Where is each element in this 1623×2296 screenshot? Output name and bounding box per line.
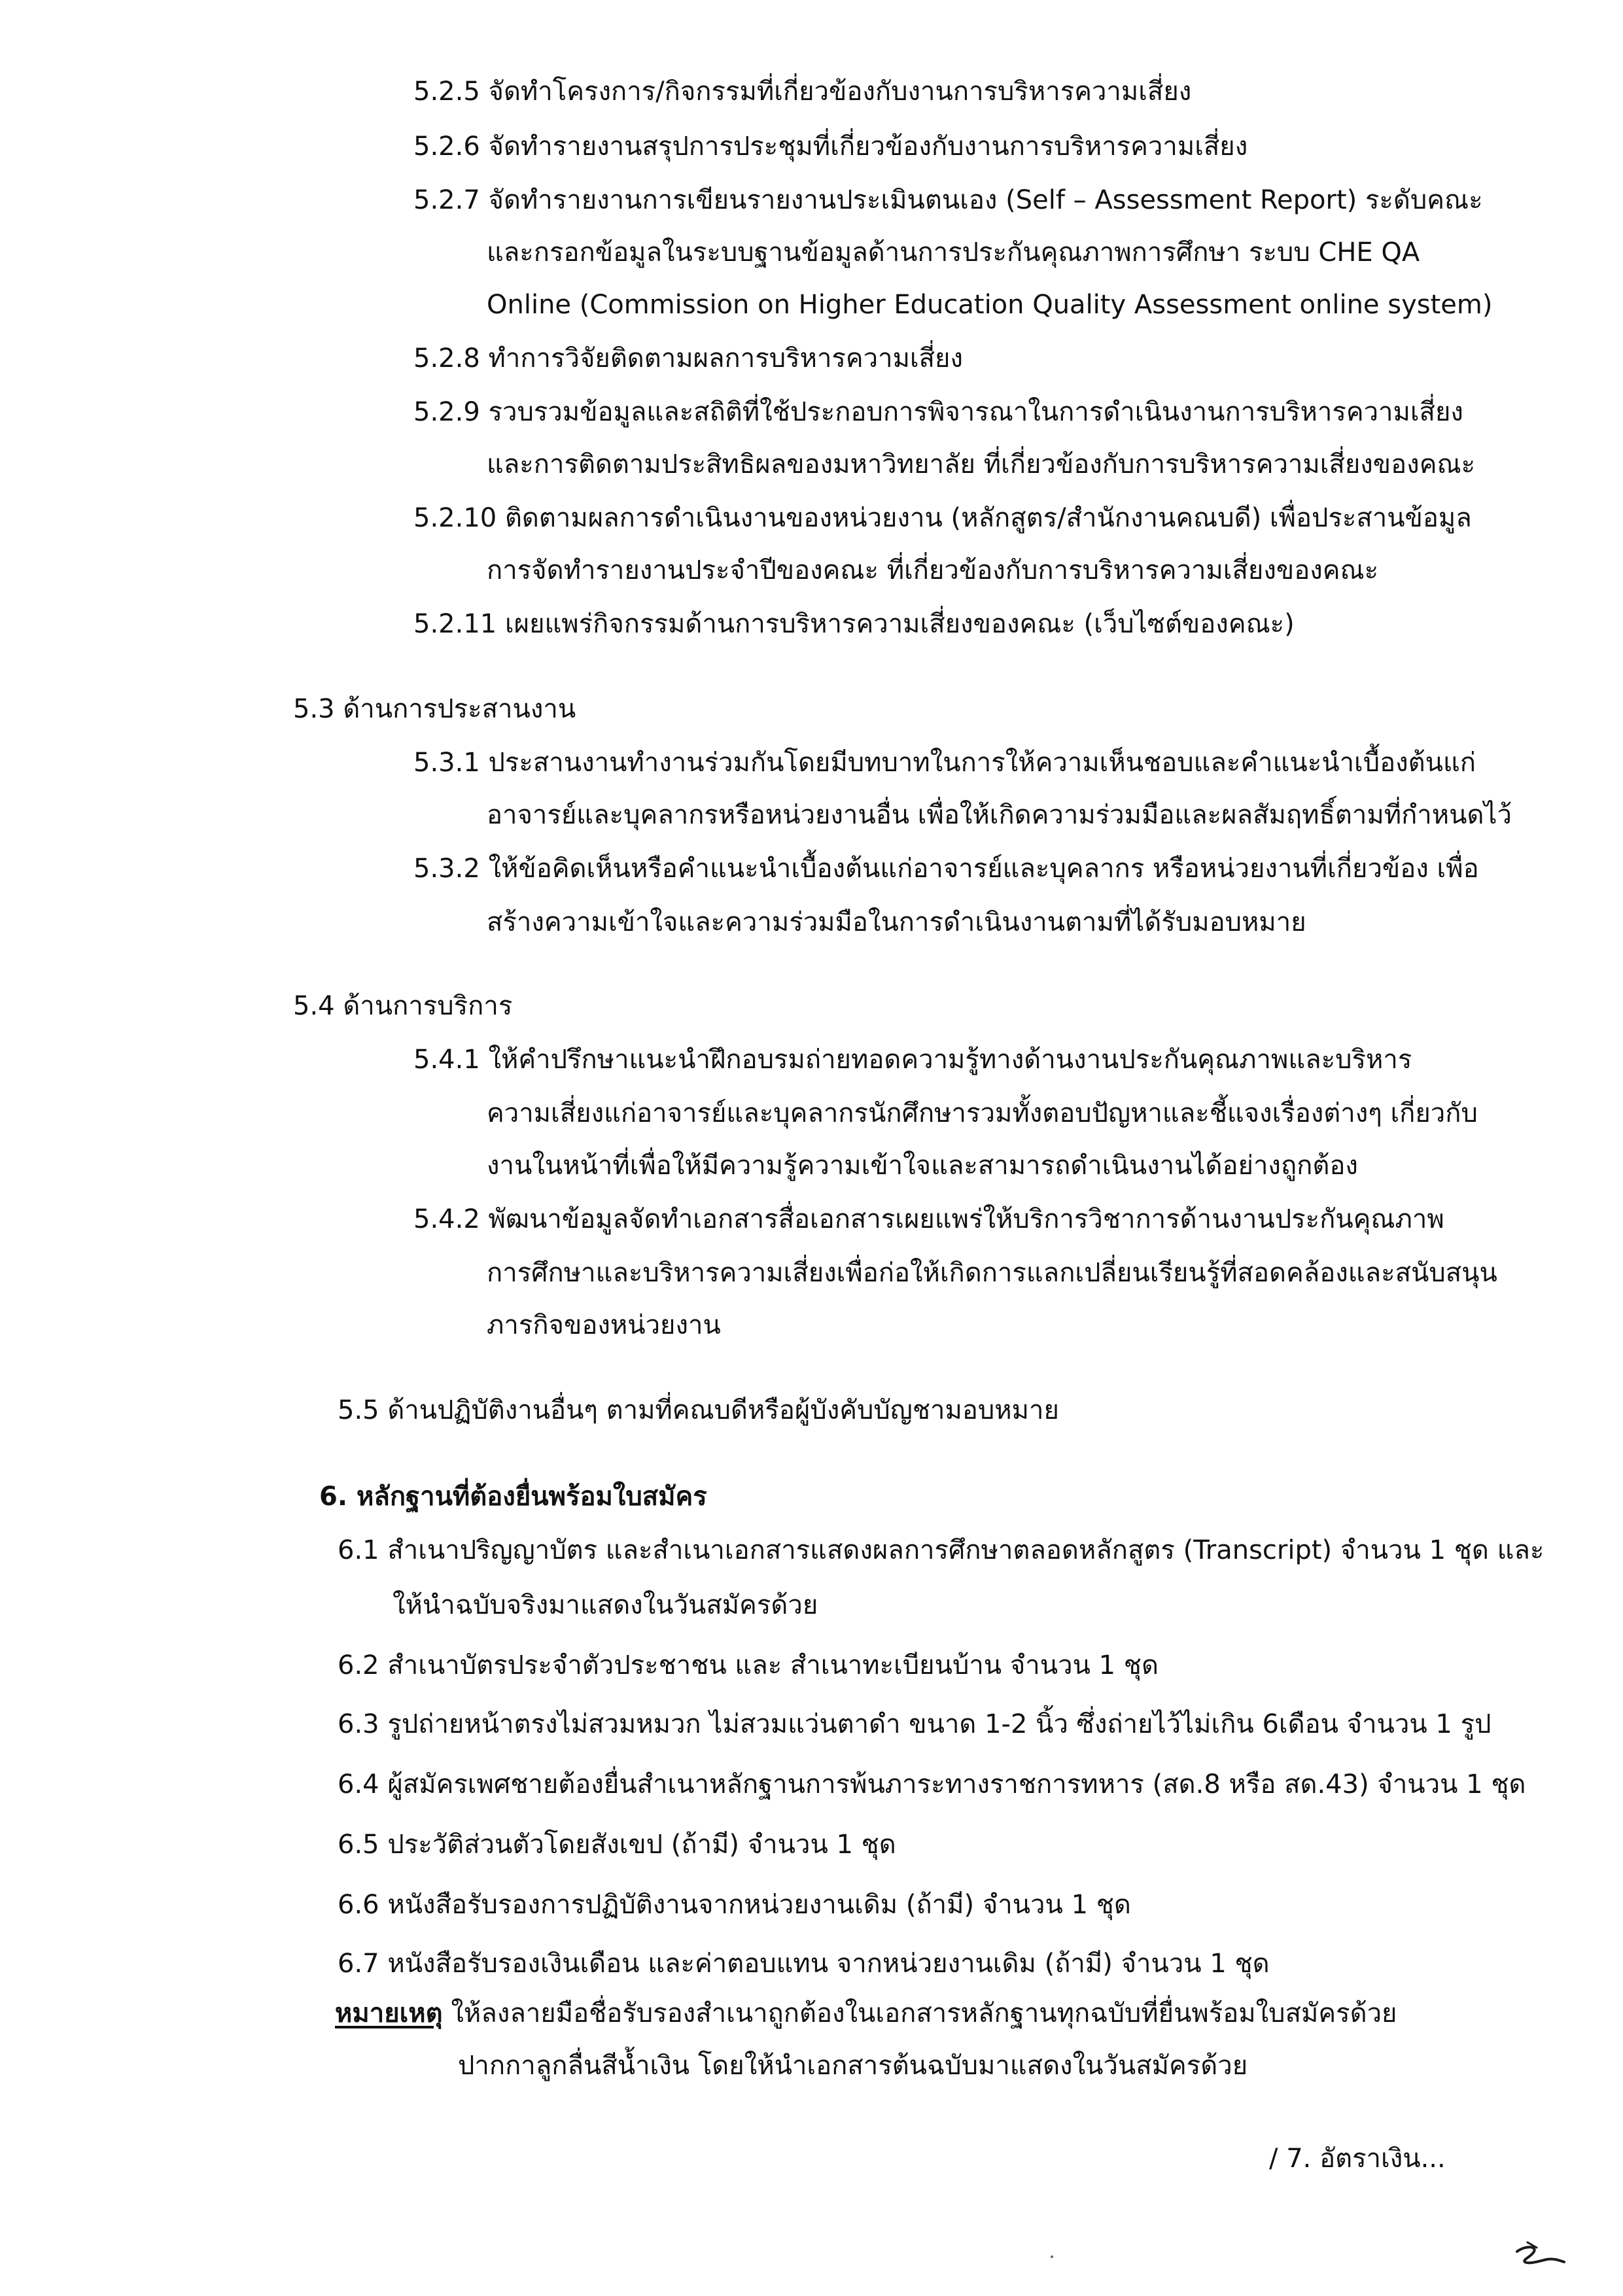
item-number: 6.4 (338, 1769, 379, 1800)
item-5-2-9-cont: และการติดตามประสิทธิผลของมหาวิทยาลัย ที่เกี่ยวข้องกับการบริหารความเสี่ยงของคณะ (487, 449, 1476, 479)
item-text: พัฒนาข้อมูลจัดทำเอกสารสื่อเอกสารเผยแพร่ให้บริการวิชาการด้านงานประกันคุณภาพ (488, 1204, 1444, 1234)
item-5-2-7-cont-1: และกรอกข้อมูลในระบบฐานข้อมูลด้านการประกันคุณภาพการศึกษา ระบบ CHE QA (487, 237, 1420, 268)
item-number: 5.2.10 (413, 503, 497, 533)
item-6-1-cont: ให้นำฉบับจริงมาแสดงในวันสมัครด้วย (393, 1590, 818, 1620)
note-label: หมายเหตุ (335, 1998, 443, 2028)
item-6-7 (338, 1944, 1270, 1983)
item-text: รวบรวมข้อมูลและสถิติที่ใช้ประกอบการพิจารณาในการดำเนินงานการบริหารความเสี่ยง (488, 397, 1463, 427)
item-text: หนังสือรับรองการปฏิบัติงานจากหน่วยงานเดิม (ถ้ามี) จำนวน 1 ชุด (387, 1890, 1131, 1920)
item-number: 5.3.2 (413, 854, 480, 884)
item-5-2-10-cont: การจัดทำรายงานประจำปีของคณะ ที่เกี่ยวข้องกับการบริหารความเสี่ยงของคณะ (487, 555, 1379, 585)
item-text: ติดตามผลการดำเนินงานของหน่วยงาน (หลักสูตร/สำนักงานคณบดี) เพื่อประสานข้อมูล (504, 503, 1472, 533)
item-5-4-2-cont-2: ภารกิจของหน่วยงาน (487, 1310, 721, 1340)
item-number: 5.2.9 (413, 397, 480, 427)
item-number: 5.4.2 (413, 1204, 480, 1234)
item-text: รูปถ่ายหน้าตรงไม่สวมหมวก ไม่สวมแว่นตาดำ ขนาด 1-2 นิ้ว ซึ่งถ่ายไว้ไม่เกิน 6เดือน จำนวน 1 รูป (387, 1709, 1492, 1739)
item-5-2-6 (413, 127, 1248, 166)
item-5-3-1 (413, 743, 1476, 782)
item-6-4 (338, 1765, 1526, 1804)
item-text: จัดทำโครงการ/กิจกรรมที่เกี่ยวข้องกับงานการบริหารความเสี่ยง (488, 77, 1192, 107)
note-text: ให้ลงลายมือชื่อรับรองสำเนาถูกต้องในเอกสารหลักฐานทุกฉบับที่ยื่นพร้อมใบสมัครด้วย (451, 1998, 1397, 2028)
item-5-4-1-cont-2: งานในหน้าที่เพื่อให้มีความรู้ความเข้าใจและสามารถดำเนินงานได้อย่างถูกต้อง (487, 1151, 1358, 1181)
item-text: หนังสือรับรองเงินเดือน และค่าตอบแทน จากหน่วยงานเดิม (ถ้ามี) จำนวน 1 ชุด (387, 1949, 1270, 1979)
item-6-2 (338, 1646, 1159, 1685)
handwritten-initials-signature (1508, 2237, 1567, 2276)
item-6-3 (338, 1705, 1491, 1744)
item-5-2-9 (413, 392, 1463, 432)
item-text: สำเนาปริญญาบัตร และสำเนาเอกสารแสดงผลการศึกษาตลอดหลักสูตร (Transcript) จำนวน 1 ชุด และ (387, 1535, 1544, 1565)
item-text: ให้ข้อคิดเห็นหรือคำแนะนำเบื้องต้นแก่อาจารย์และบุคลากร หรือหน่วยงานที่เกี่ยวข้อง เพื่อ (488, 854, 1479, 884)
item-text: ทำการวิจัยติดตามผลการบริหารความเสี่ยง (488, 343, 963, 374)
item-number: 6.3 (338, 1709, 379, 1739)
item-number: 5.2.6 (413, 131, 480, 162)
item-5-2-7-cont-2: Online (Commission on Higher Education Quality Assessment online system) (487, 290, 1493, 320)
item-6-5 (338, 1825, 896, 1864)
item-number: 6.2 (338, 1650, 379, 1680)
item-text: จัดทำรายงานการเขียนรายงานประเมินตนเอง (Self – Assessment Report) ระดับคณะ (488, 185, 1483, 215)
item-number: 5.2.5 (413, 77, 480, 107)
section-5-3-heading: 5.3 ด้านการประสานงาน (293, 694, 576, 724)
section-6-heading: 6. หลักฐานที่ต้องยื่นพร้อมใบสมัคร (319, 1482, 707, 1512)
continuation-marker: / 7. อัตราเงิน... (1269, 2144, 1446, 2174)
item-text: ให้คำปรึกษาแนะนำฝึกอบรมถ่ายทอดความรู้ทางด้านงานประกันคุณภาพและบริหาร (488, 1045, 1412, 1075)
item-5-4-1 (413, 1040, 1412, 1079)
item-number: 5.2.11 (413, 609, 497, 639)
item-number: 6.1 (338, 1535, 379, 1565)
item-6-1 (338, 1531, 1544, 1570)
item-5-4-2-cont-1: การศึกษาและบริหารความเสี่ยงเพื่อก่อให้เกิดการแลกเปลี่ยนเรียนรู้ที่สอดคล้องและสนับสนุน (487, 1258, 1497, 1288)
item-5-2-8 (413, 339, 963, 378)
item-text: จัดทำรายงานสรุปการประชุมที่เกี่ยวข้องกับงานการบริหารความเสี่ยง (488, 131, 1248, 162)
item-number: 6.5 (338, 1830, 379, 1860)
item-5-2-10 (413, 498, 1472, 538)
note-line (335, 1994, 1397, 2033)
item-5-2-5 (413, 72, 1191, 111)
item-5-3-2-cont: สร้างความเข้าใจและความร่วมมือในการดำเนินงานตามที่ได้รับมอบหมาย (487, 907, 1306, 937)
item-text: ประวัติส่วนตัวโดยสังเขป (ถ้ามี) จำนวน 1 ชุด (387, 1830, 896, 1860)
item-text: ประสานงานทำงานร่วมกันโดยมีบทบาทในการให้ความเห็นชอบและคำแนะนำเบื้องต้นแก่ (488, 748, 1476, 778)
item-text: เผยแพร่กิจกรรมด้านการบริหารความเสี่ยงของคณะ (เว็บไซต์ของคณะ) (504, 609, 1295, 639)
section-5-5: 5.5 ด้านปฏิบัติงานอื่นๆ ตามที่คณบดีหรือผู้บังคับบัญชามอบหมาย (338, 1395, 1059, 1425)
item-5-2-7 (413, 181, 1483, 220)
scan-dot (1051, 2255, 1053, 2258)
item-5-3-2 (413, 849, 1479, 888)
item-number: 6.7 (338, 1949, 379, 1979)
item-number: 5.3.1 (413, 748, 480, 778)
section-5-4-heading: 5.4 ด้านการบริการ (293, 991, 513, 1021)
item-5-4-2 (413, 1200, 1444, 1239)
item-5-4-1-cont-1: ความเสี่ยงแก่อาจารย์และบุคลากรนักศึกษารวมทั้งตอบปัญหาและชี้แจงเรื่องต่างๆ เกี่ยวกับ (487, 1098, 1478, 1128)
item-text: ผู้สมัครเพศชายต้องยื่นสำเนาหลักฐานการพ้นภาระทางราชการทหาร (สด.8 หรือ สด.43) จำนวน 1 ชุด (387, 1769, 1526, 1800)
item-number: 5.2.7 (413, 185, 480, 215)
item-5-2-11 (413, 604, 1295, 644)
item-number: 6.6 (338, 1890, 379, 1920)
item-text: สำเนาบัตรประจำตัวประชาชน และ สำเนาทะเบียนบ้าน จำนวน 1 ชุด (387, 1650, 1159, 1680)
item-6-6 (338, 1885, 1131, 1924)
item-number: 5.2.8 (413, 343, 480, 374)
item-5-3-1-cont: อาจารย์และบุคลากรหรือหน่วยงานอื่น เพื่อให้เกิดความร่วมมือและผลสัมฤทธิ์ตามที่กำหนดไว้ (487, 800, 1512, 830)
note-cont: ปากกาลูกลื่นสีน้ำเงิน โดยให้นำเอกสารต้นฉบับมาแสดงในวันสมัครด้วย (458, 2051, 1248, 2081)
item-number: 5.4.1 (413, 1045, 480, 1075)
